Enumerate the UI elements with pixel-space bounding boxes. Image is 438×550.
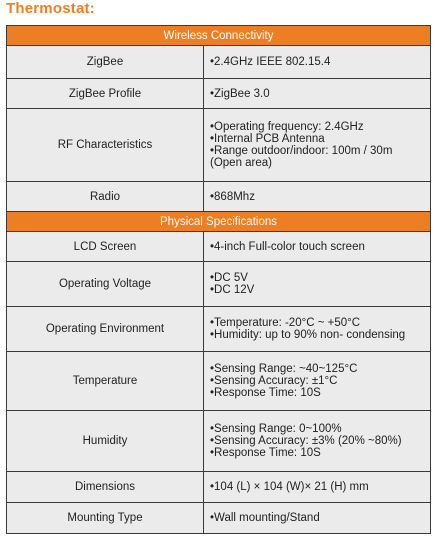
table-row	[7, 352, 431, 411]
row-label: LCD Screen	[7, 232, 204, 262]
table-row	[7, 307, 431, 352]
table-row	[7, 79, 431, 109]
table-row	[7, 411, 431, 472]
row-label: Operating Environment	[7, 307, 204, 352]
value-item: • Temperature: -20°C ~ +50°C	[210, 317, 430, 329]
row-value	[204, 411, 431, 472]
row-value	[204, 79, 431, 109]
value-item: • Internal PCB Antenna	[210, 133, 430, 145]
row-value	[204, 109, 431, 182]
row-label: Operating Voltage	[7, 262, 204, 307]
row-label: Dimensions	[7, 472, 204, 503]
value-item: • 2.4GHz IEEE 802.15.4	[210, 56, 430, 68]
section-header-label: Physical Specifications	[7, 212, 431, 232]
table-row	[7, 182, 431, 212]
table-row	[7, 262, 431, 307]
section-header-label: Wireless Connectivity	[7, 26, 431, 46]
row-value	[204, 307, 431, 352]
value-item: • Response Time: 10S	[210, 387, 430, 399]
table-row	[7, 472, 431, 503]
row-label: ZigBee	[7, 46, 204, 79]
row-value	[204, 503, 431, 534]
table-row	[7, 232, 431, 262]
row-value	[204, 352, 431, 411]
value-item: • Range outdoor/indoor: 100m / 30m	[210, 145, 430, 157]
value-item: • Operating frequency: 2.4GHz	[210, 121, 430, 133]
table-row	[7, 503, 431, 534]
value-item: • DC 5V	[210, 272, 430, 284]
section-header-wireless-connectivity	[7, 26, 431, 46]
value-item: • 4-inch Full-color touch screen	[210, 241, 430, 253]
value-item: • 868Mhz	[210, 191, 430, 203]
row-value	[204, 46, 431, 79]
value-item: • ZigBee 3.0	[210, 88, 430, 100]
row-value	[204, 232, 431, 262]
row-label: Radio	[7, 182, 204, 212]
row-value	[204, 182, 431, 212]
row-label: Humidity	[7, 411, 204, 472]
row-value	[204, 472, 431, 503]
value-item: • Humidity: up to 90% non- condensing	[210, 329, 430, 341]
value-continuation: (Open area)	[210, 157, 273, 169]
page-title: Thermostat:	[6, 0, 95, 17]
value-item: • Response Time: 10S	[210, 447, 430, 459]
value-item: • Sensing Range: ~40~125°C	[210, 363, 430, 375]
row-label: Temperature	[7, 352, 204, 411]
value-item: • DC 12V	[210, 284, 430, 296]
table-row	[7, 46, 431, 79]
value-item: • Wall mounting/Stand	[210, 512, 430, 524]
table-row	[7, 109, 431, 182]
section-header-physical-specifications	[7, 212, 431, 232]
value-item: • Sensing Accuracy: ±1°C	[210, 375, 430, 387]
value-item: • 104 (L) × 104 (W)× 21 (H) mm	[210, 481, 430, 493]
row-label: RF Characteristics	[7, 109, 204, 182]
value-item: • Sensing Range: 0~100%	[210, 423, 430, 435]
row-label: ZigBee Profile	[7, 79, 204, 109]
value-item: • Sensing Accuracy: ±3% (20% ~80%)	[210, 435, 430, 447]
spec-table	[6, 25, 431, 534]
row-value	[204, 262, 431, 307]
row-label: Mounting Type	[7, 503, 204, 534]
